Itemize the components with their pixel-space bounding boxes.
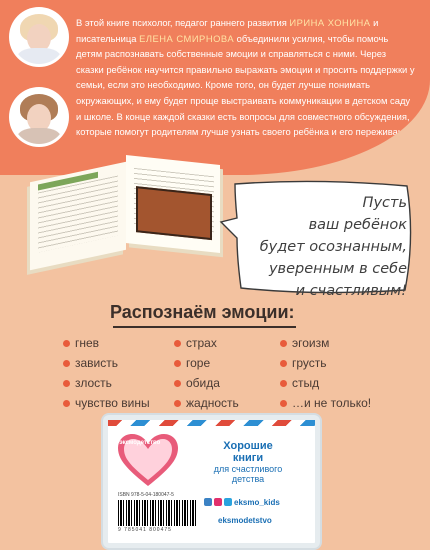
intro-text-3: объединили усилия, чтобы помочь детям распознавать собственные эмоции и справляться с ними. Через сказки ребёнок научится правильно выражать эмоции и просить поддержки у семьи, если это необходимо. Кроме того, он будет лучше понимать окружающих, и ему будет проще выстраивать коммуникации в детском саду и школе. В конце каждой сказки есть вопросы для совместного обсуждения, которые помогут родителям лучше узнать своего ребёнка и его переживания. [76,32,416,138]
heading-underline [113,326,296,328]
emotion-item: зависть [75,356,119,370]
slogan-line-1: Хорошие [223,440,273,452]
emotion-item: жадность [186,396,239,410]
book-left-page [30,162,126,270]
social-handle[interactable] [204,498,280,507]
open-book-illustration [30,160,220,260]
emotion-item: чувство вины [75,396,150,410]
author-name-2: ЕЛЕНА СМИРНОВА [139,32,235,44]
vk-icon [204,498,212,506]
publisher-card [103,415,320,548]
slogan-line-3: для счастливого [213,464,283,474]
speech-line-2: ваш ребёнок [308,217,407,233]
emotion-item: гнев [75,336,100,350]
heart-hashtag: #эксмодетство [116,440,161,446]
author-name-1: ИРИНА ХОНИНА [289,17,371,28]
speech-line-3: будет осознанным, [259,239,407,255]
emotion-item: грусть [292,356,327,370]
emotion-item: горе [186,356,211,370]
airmail-stripe [108,420,315,426]
emotion-item: злость [75,376,112,390]
social-handle-text: eksmo_kids [234,498,280,507]
intro-text-2: и писательница [76,17,379,44]
emotion-item: эгоизм [292,336,330,350]
book-picture [136,186,212,240]
emotion-item: …и не только! [292,396,372,410]
intro-paragraph [76,15,416,140]
emotions-heading: Распознаём эмоции: [110,302,295,322]
author-photo-2 [12,90,66,144]
speech-text [237,192,407,302]
barcode [118,500,196,526]
speech-bubble [217,178,417,299]
emotion-item: страх [186,336,217,350]
telegram-icon [224,498,232,506]
speech-line-5: и счастливым! [295,283,407,299]
top-panel [0,0,430,175]
speech-line-1: Пусть [362,195,407,211]
emotion-item: стыд [292,376,320,390]
emotion-item: обида [186,376,220,390]
intro-text-1: В этой книге психолог, педагог раннего развития [76,17,290,28]
slogan [188,440,308,484]
slogan-line-2: книги [232,452,264,464]
slogan-line-4: детства [231,474,265,484]
instagram-icon [214,498,222,506]
speech-line-4: уверенным в себе [268,261,407,277]
isbn-label: ISBN 978-5-04-180047-5 [118,492,174,498]
barcode-number: 9 785041 800475 [118,527,172,533]
author-photo-1 [12,10,66,64]
publisher-handle[interactable]: eksmodetstvo [218,516,272,525]
emotions-list [0,332,430,417]
book-right-page [126,155,220,253]
